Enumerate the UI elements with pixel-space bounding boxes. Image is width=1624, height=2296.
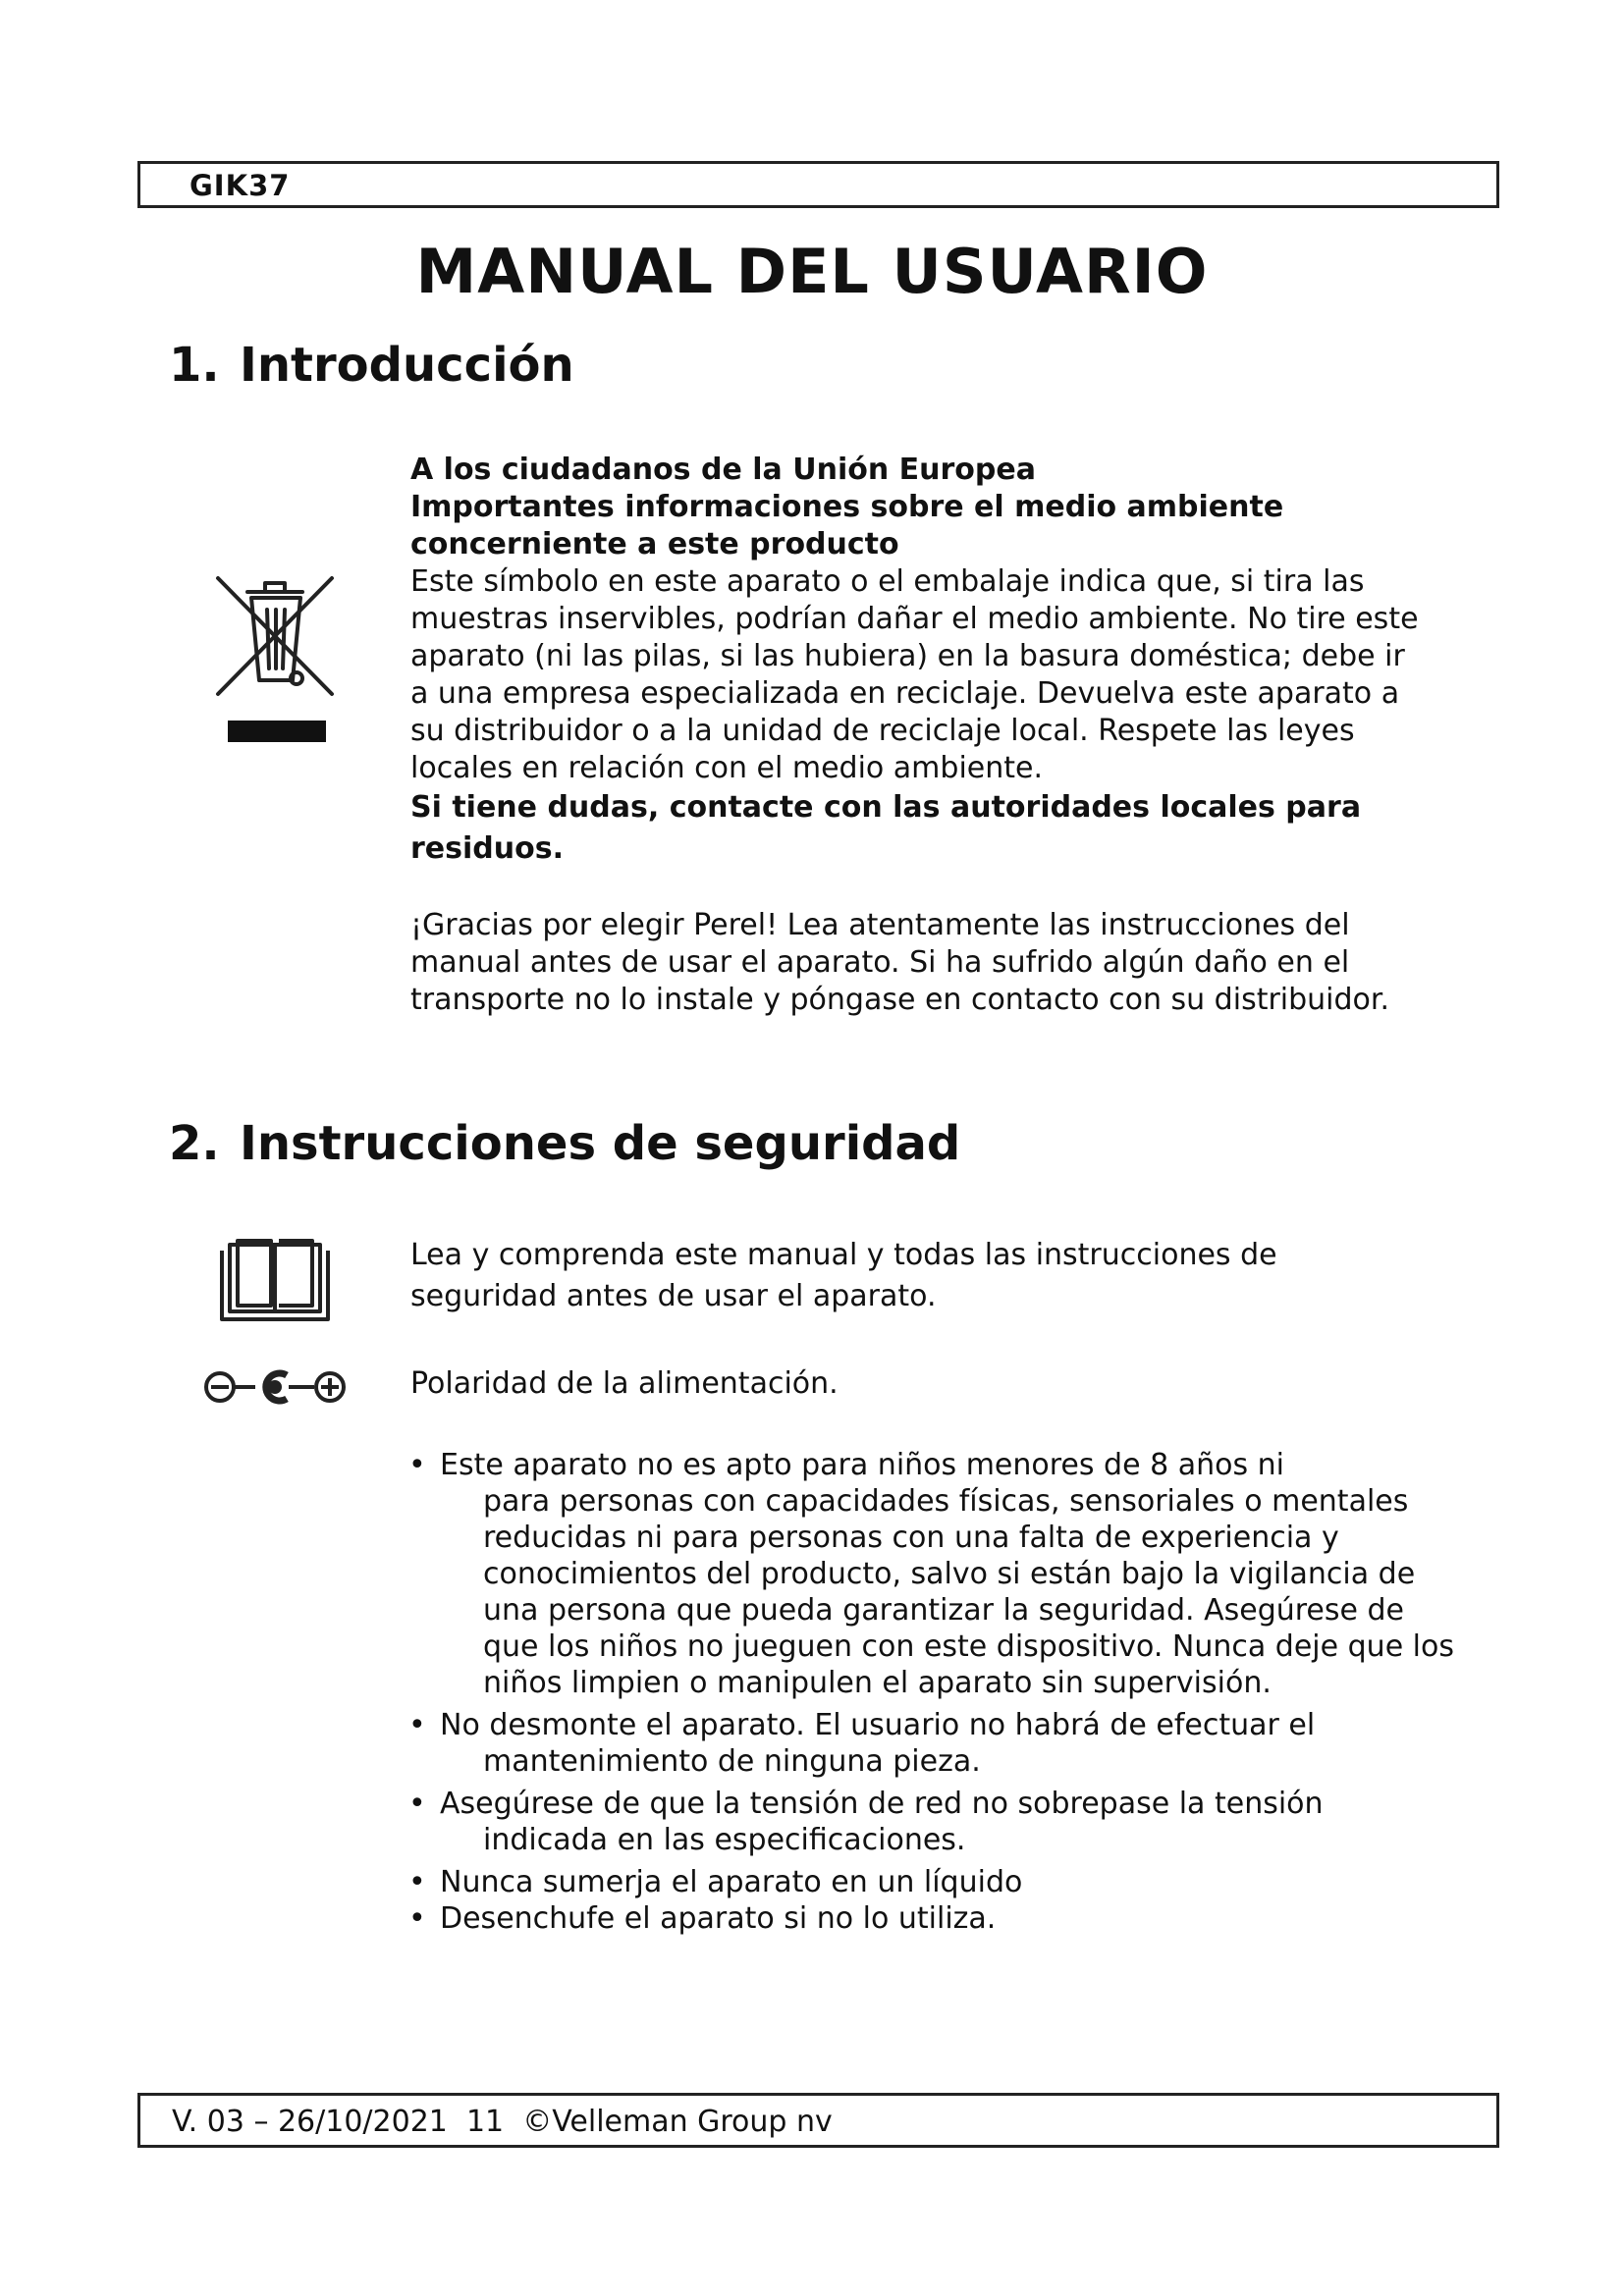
safety-bullet-list (405, 1447, 1465, 1943)
intro-text-block (410, 452, 1451, 1019)
bullet-dot-icon: • (408, 1708, 426, 1742)
section-title: Instrucciones de seguridad (240, 1116, 961, 1171)
bullet-dot-icon: • (408, 1865, 426, 1899)
read-manual-text: Lea y comprenda este manual y todas las instrucciones de seguridad antes de usar el aparato. (410, 1238, 1277, 1313)
bullet-first-line: Este aparato no es apto para niños menores de 8 años ni (440, 1448, 1284, 1482)
list-item (405, 1864, 1465, 1900)
eu-subheading: Importantes informaciones sobre el medio ambiente concerniente a este producto (410, 490, 1284, 561)
header-box (137, 161, 1499, 208)
section-title: Introducción (240, 338, 574, 393)
read-manual-text-block (410, 1235, 1451, 1317)
polarity-text: Polaridad de la alimentación. (410, 1366, 839, 1401)
footer-box (137, 2093, 1499, 2148)
bullet-dot-icon: • (408, 1901, 426, 1936)
bullet-first-line: Desenchufe el aparato si no lo utiliza. (440, 1901, 997, 1936)
eu-heading: A los ciudadanos de la Unión Europea (410, 453, 1036, 487)
bullet-first-line: Asegúrese de que la tensión de red no sobrepase la tensión (440, 1787, 1324, 1821)
bullet-continuation: indicada en las especificaciones. (483, 1823, 966, 1857)
list-item (405, 1707, 1465, 1780)
list-item (405, 1447, 1465, 1701)
page-title: MANUAL DEL USUARIO (415, 236, 1209, 307)
bullet-first-line: Nunca sumerja el aparato en un líquido (440, 1865, 1023, 1899)
bullet-continuation: mantenimiento de ninguna pieza. (483, 1744, 981, 1779)
footer-version-text: V. 03 – 26/10/2021 11 ©Velleman Group nv (172, 2105, 833, 2139)
thanks-paragraph: ¡Gracias por elegir Perel! Lea atentamente las instrucciones del manual antes de usar el aparato. Si ha sufrido algún daño en el transporte no lo instale y póngase en contacto con su distribuidor. (410, 908, 1390, 1017)
polarity-icon (198, 1364, 352, 1410)
weee-crossed-bin-icon (212, 572, 338, 749)
section-number: 1. (169, 338, 220, 393)
spacer (410, 870, 1451, 907)
bullet-dot-icon: • (408, 1448, 426, 1482)
section-number: 2. (169, 1116, 220, 1171)
section-heading-safety (169, 1116, 960, 1171)
read-manual-book-icon (218, 1237, 332, 1323)
polarity-text-block (410, 1365, 1451, 1403)
section-heading-intro (169, 338, 574, 393)
bullet-continuation: para personas con capacidades físicas, sensoriales o mentales reducidas ni para personas con una falta de experiencia y conocimientos del producto, salvo si están bajo la vigilancia de una persona que pueda garantizar la seguridad. Asegúrese de que los niños no jueguen con este dispositivo. Nunca deje que los niños limpien o manipulen el aparato sin supervisión. (483, 1484, 1455, 1700)
eu-body: Este símbolo en este aparato o el embalaje indica que, si tira las muestras inservibles, podrían dañar el medio ambiente. No tire este aparato (ni las pilas, si las hubiera) en la basura doméstica; debe ir a una empresa especializada en reciclaje. Devuelva este aparato a su distribuidor o a la unidad de reciclaje local. Respete las leyes locales en relación con el medio ambiente. (410, 564, 1419, 785)
bullet-dot-icon: • (408, 1787, 426, 1821)
bullet-first-line: No desmonte el aparato. El usuario no habrá de efectuar el (440, 1708, 1316, 1742)
product-code: GIK37 (189, 169, 291, 202)
list-item (405, 1786, 1465, 1858)
eu-contact: Si tiene dudas, contacte con las autoridades locales para residuos. (410, 790, 1362, 866)
list-item (405, 1900, 1465, 1937)
